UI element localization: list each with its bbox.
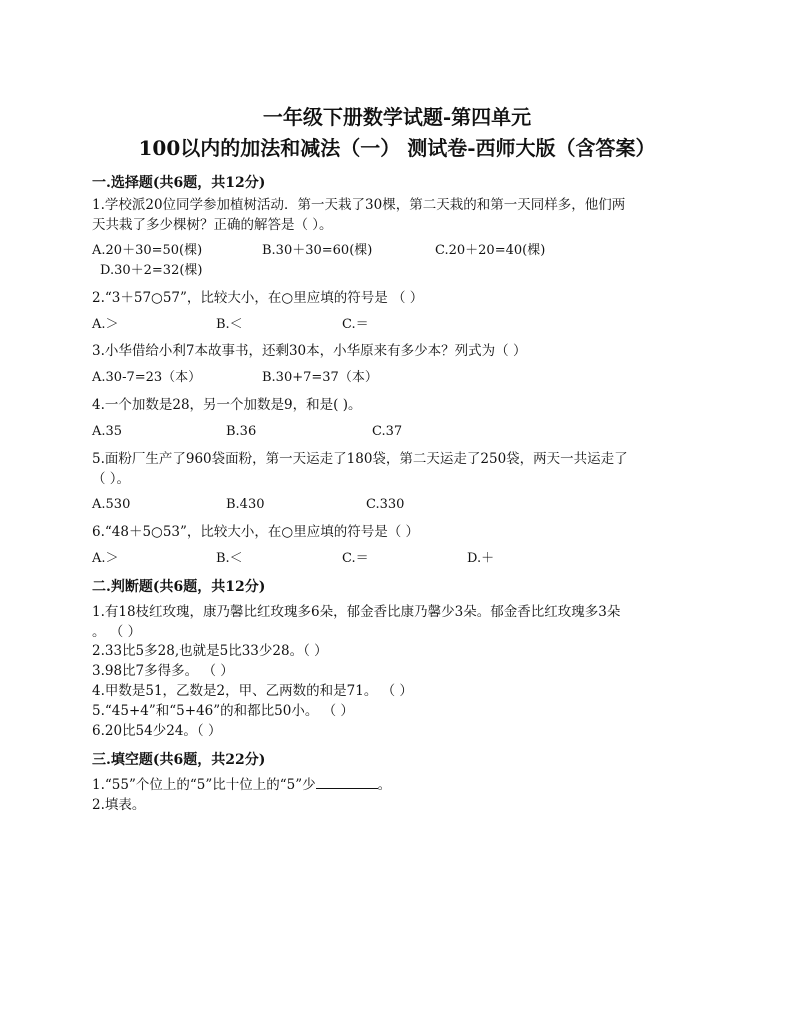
judge-line-6: 6.20比54少24。（ ） — [92, 723, 222, 739]
section2-heading: 二.判断题(共6题，共12分) — [92, 579, 266, 595]
q3-option-a: A.30-7=23（本） — [92, 370, 202, 385]
q4-option-c: C.37 — [372, 424, 403, 439]
q2-option-c: C.＝ — [342, 317, 369, 332]
section3-heading: 三.填空题(共6题，共22分) — [92, 752, 266, 768]
q6-option-c: C.＝ — [342, 551, 369, 566]
fill-q1-end: 。 — [377, 777, 392, 793]
section1-heading: 一.选择题(共6题，共12分) — [92, 175, 266, 191]
q2-option-a: A.＞ — [92, 317, 119, 332]
q4-option-b: B.36 — [226, 424, 257, 439]
judge-line-1: 1.有18枝红玫瑰，康乃馨比红玫瑰多6朵，郁金香比康乃馨少3朵。郁金香比红玫瑰多3朵 — [92, 604, 621, 620]
judge-line-2: 2.33比5多28,也就是5比33少28。（ ） — [92, 643, 328, 659]
q1-option-a: A.20＋30=50(棵) — [92, 243, 203, 258]
fill-q1 — [92, 776, 391, 794]
q2-option-b: B.＜ — [216, 317, 243, 332]
q4-line1: 4.一个加数是28，另一个加数是9，和是( )。 — [92, 397, 362, 413]
q6-option-b: B.＜ — [216, 551, 243, 566]
judge-line-3: 3.98比7多得多。 （ ） — [92, 663, 234, 679]
q6-option-d: D.＋ — [467, 551, 495, 566]
q3-line1: 3.小华借给小利7本故事书，还剩30本，小华原来有多少本？列式为（ ） — [92, 343, 527, 359]
q1-line1: 1.学校派20位同学参加植树活动．第一天栽了30棵，第二天栽的和第一天同样多，他们两 — [92, 197, 626, 213]
q5-option-a: A.530 — [92, 497, 131, 512]
q5-line1: 5.面粉厂生产了960袋面粉，第一天运走了180袋，第二天运走了250袋，两天一共运走了 — [92, 451, 628, 467]
judge-line-5: 5.“45+4”和“5+46”的和都比50小。 （ ） — [92, 703, 354, 719]
q1-option-b: B.30＋30=60(棵) — [262, 243, 373, 258]
fill-q1-text: 1.“55”个位上的“5”比十位上的“5”少 — [92, 777, 316, 793]
fill-q2: 2.填表。 — [92, 797, 146, 813]
q6-line1: 6.“48＋5○53”，比较大小，在○里应填的符号是（ ） — [92, 524, 419, 540]
q1-line2: 天共栽了多少棵树？正确的解答是（ ）。 — [92, 217, 333, 233]
judge-line-4: 4.甲数是51，乙数是2，甲、乙两数的和是71。 （ ） — [92, 683, 413, 699]
judge-line-1b: 。 （ ） — [92, 624, 142, 640]
q6-option-a: A.＞ — [92, 551, 119, 566]
q1-option-c: C.20＋20=40(棵) — [435, 243, 546, 258]
q1-option-d: D.30＋2=32(棵) — [100, 263, 203, 278]
exam-title-line2: 100以内的加法和减法（一） 测试卷-西师大版（含答案） — [138, 136, 656, 160]
q5-option-c: C.330 — [366, 497, 405, 512]
q3-option-b: B.30+7=37（本） — [262, 370, 378, 385]
q2-line1: 2.“3＋57○57”，比较大小，在○里应填的符号是 （ ） — [92, 290, 424, 306]
q4-option-a: A.35 — [92, 424, 123, 439]
fill-q1-blank[interactable] — [316, 776, 378, 789]
exam-title-line1: 一年级下册数学试题-第四单元 — [262, 105, 532, 129]
q5-line2: （ ）。 — [92, 471, 131, 487]
q5-option-b: B.430 — [226, 497, 265, 512]
